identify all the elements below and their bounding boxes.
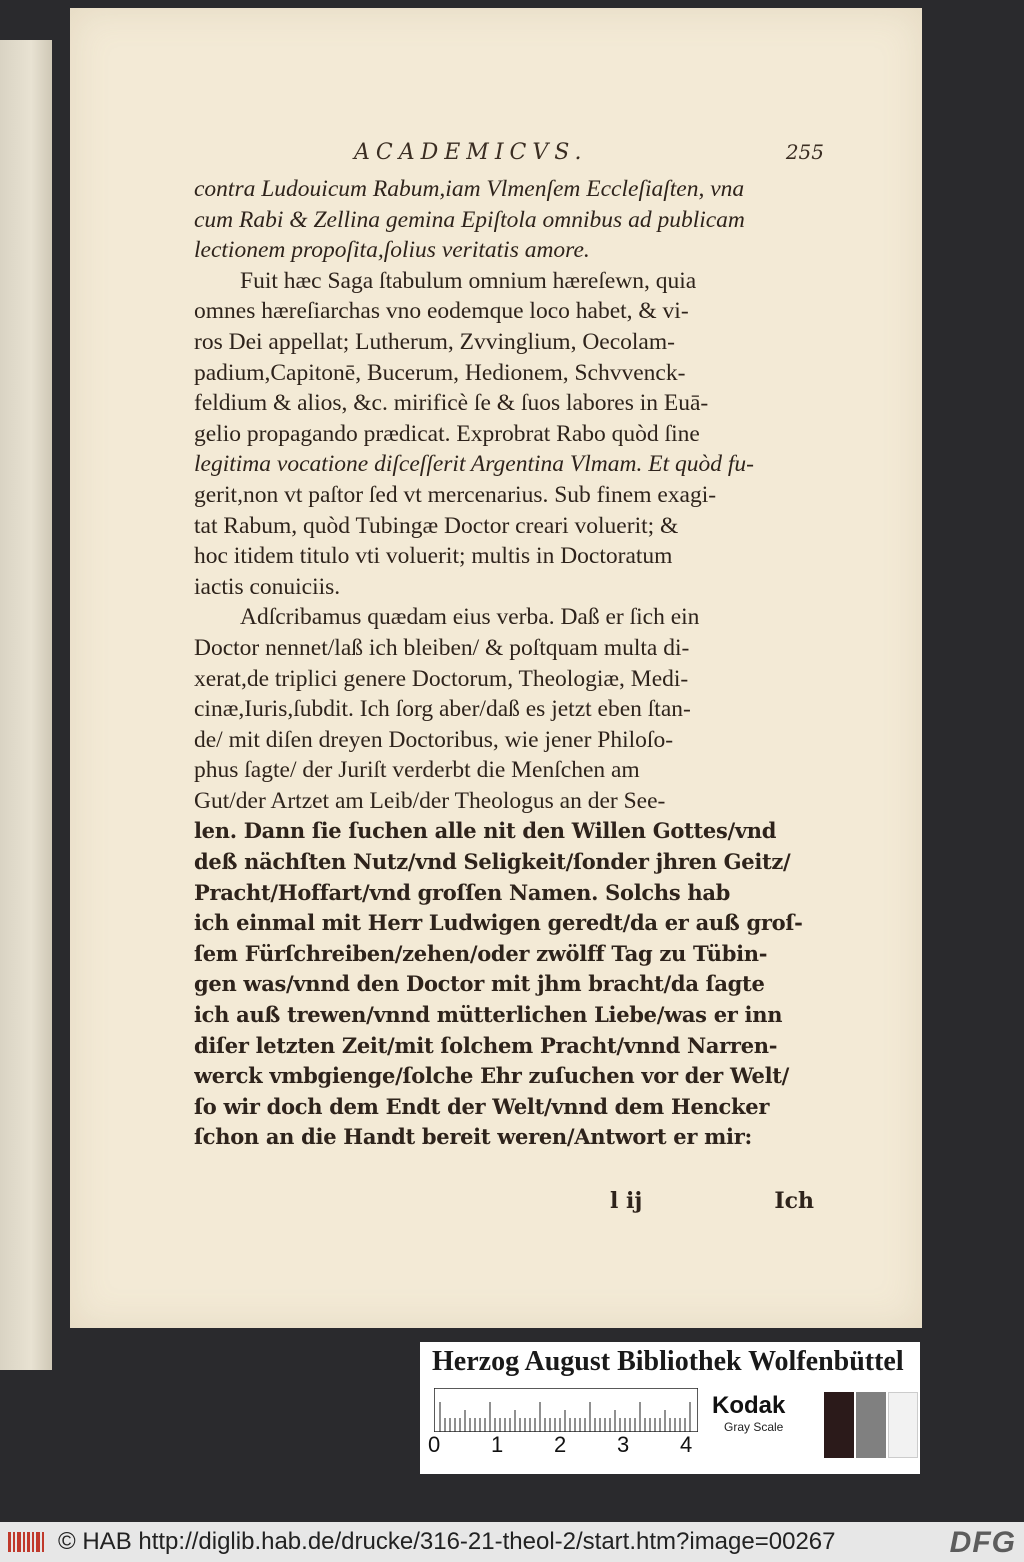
ruler-number: 0 [428, 1432, 441, 1457]
catchword: Ich [774, 1188, 814, 1214]
gray-swatch-light [888, 1392, 918, 1458]
text-line: Fuit hæc Saga ſtabulum omnium hæreſewn, quia [240, 267, 697, 294]
ruler-number: 4 [680, 1432, 693, 1457]
text-line: hoc itidem titulo vti voluerit; multis in Doctoratum [194, 543, 673, 570]
ruler-number: 1 [491, 1432, 504, 1457]
adjacent-page-edge [0, 40, 52, 1370]
gray-swatch-mid [856, 1392, 886, 1458]
text-line: werck vmbgienge/ſolche Ehr zuſuchen vor der Welt/ [194, 1063, 790, 1089]
book-page [70, 8, 922, 1328]
text-line: gerit,non vt paſtor ſed vt mercenarius. Sub finem exagi- [194, 481, 717, 508]
text-line: phus ſagte/ der Juriſt verderbt die Menſchen am [194, 757, 640, 784]
kodak-logo: Kodak [712, 1392, 786, 1419]
text-line: len. Dann ſie ſuchen alle nit den Willen Gottes/vnd [194, 818, 777, 844]
text-line: ſchon an die Handt bereit weren/Antwort er mir: [194, 1124, 752, 1150]
text-line: tat Rabum, quòd Tubingæ Doctor creari voluerit; & [194, 512, 679, 539]
library-name: Herzog August Bibliothek Wolfenbüttel [432, 1346, 904, 1377]
ruler-number: 3 [617, 1432, 630, 1457]
text-line: feldium & alios, &c. mirificè ſe & ſuos labores in Euā- [194, 390, 709, 417]
text-line: gen was/vnnd den Doctor mit jhm bracht/da ſagte [194, 971, 765, 997]
color-calibration-card [420, 1342, 920, 1474]
running-head: ACADEMICVS. [354, 140, 588, 165]
text-line: diſer letzten Zeit/mit ſolchem Pracht/vnnd Narren- [194, 1032, 778, 1058]
text-line: padium,Capitonē, Bucerum, Hedionem, Schvvenck- [194, 359, 686, 386]
text-line: ſo wir doch dem Endt der Welt/vnnd dem Hencker [194, 1093, 770, 1119]
text-line: Adſcribamus quædam eius verba. Daß er ſich ein [240, 604, 700, 631]
text-line: iactis conuiciis. [194, 573, 341, 600]
adjacent-page-bleed [4, 240, 48, 940]
text-line: Doctor nennet/laß ich bleiben/ & poſtquam multa di- [194, 634, 690, 661]
body-text [194, 174, 814, 1153]
text-line: ros Dei appellat; Lutherum, Zvvinglium, Oecolam- [194, 328, 675, 355]
ruler-numbers [428, 1432, 718, 1462]
text-line: omnes hæreſiarchas vno eodemque loco habet, & vi- [194, 298, 689, 325]
text-line: de/ mit diſen dreyen Doctoribus, wie jener Philoſo- [194, 726, 674, 753]
text-line: ich einmal mit Herr Ludwigen geredt/da er auß groſ- [194, 910, 803, 936]
dfg-logo: DFG [949, 1526, 1016, 1559]
footer-url[interactable]: © HAB http://diglib.hab.de/drucke/316-21-theol-2/start.htm?image=00267 [58, 1528, 836, 1555]
text-line: lectionem propoſita,ſolius veritatis amore. [194, 237, 590, 264]
text-line: cum Rabi & Zellina gemina Epiſtola omnibus ad publicam [194, 206, 745, 233]
text-line: Pracht/Hoffart/vnd groſſen Namen. Solchs hab [194, 879, 731, 905]
barcode-icon [8, 1530, 48, 1554]
text-line: xerat,de triplici genere Doctorum, Theologiæ, Medi- [194, 665, 689, 692]
text-line: ich auß trewen/vnnd mütterlichen Liebe/was er inn [194, 1002, 783, 1028]
text-line: contra Ludouicum Rabum,iam Vlmenſem Eccleſiaſten, vna [194, 176, 745, 202]
text-line: legitima vocatione diſceſſerit Argentina Vlmam. Et quòd fu- [194, 451, 754, 478]
page-header [354, 140, 824, 170]
text-line: Gut/der Artzet am Leib/der Theologus an der See- [194, 787, 666, 814]
text-line: ſem Fürſchreiben/zehen/oder zwölff Tag zu Tübin- [194, 940, 768, 966]
gray-swatch-dark [824, 1392, 854, 1458]
footer-bar [0, 1522, 1024, 1562]
text-line: cinæ,Iuris,ſubdit. Ich ſorg aber/daß es jetzt eben ſtan- [194, 696, 691, 723]
page-number: 255 [785, 140, 824, 164]
ruler-scale [434, 1388, 698, 1432]
text-line: deß nächſten Nutz/vnd Seligkeit/ſonder jhren Geitz/ [194, 849, 791, 875]
page-footer-line [194, 1188, 814, 1222]
text-line: gelio propagando prædicat. Exprobrat Rabo quòd ſine [194, 420, 700, 447]
ruler-number: 2 [554, 1432, 567, 1457]
signature-mark: l ij [610, 1188, 643, 1214]
gray-scale-label: Gray Scale [724, 1420, 784, 1434]
